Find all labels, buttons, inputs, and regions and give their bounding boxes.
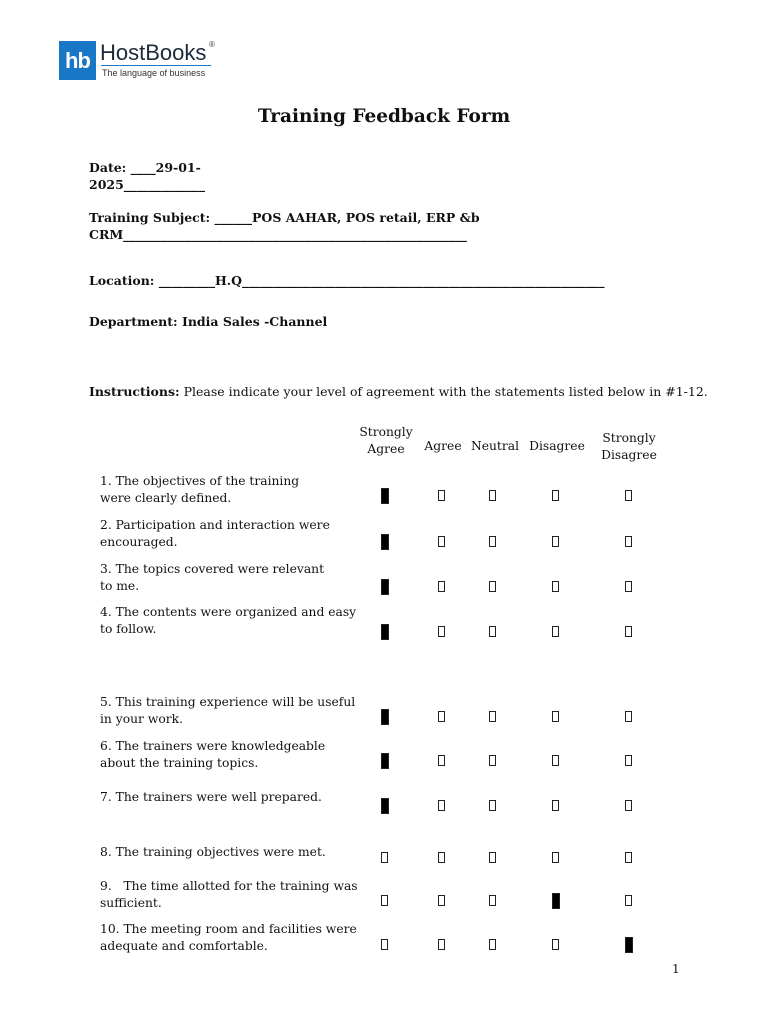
form-title: Training Feedback Form: [257, 106, 511, 127]
statement-2: 2. Participation and interaction were encouraged.: [100, 518, 330, 549]
rating-checkbox-1-5[interactable]: [625, 490, 632, 501]
rating-checkbox-8-5[interactable]: [625, 852, 632, 863]
rating-checkbox-3-4[interactable]: [552, 581, 559, 592]
rating-checkbox-7-4[interactable]: [552, 800, 559, 811]
department-field: Department: India Sales -Channel: [89, 314, 328, 329]
column-strongly-disagree: Strongly Disagree: [601, 431, 657, 462]
rating-checkbox-9-3[interactable]: [489, 895, 496, 906]
rating-checkbox-4-1[interactable]: [381, 624, 389, 640]
hostbooks-logo-mark: hb: [59, 41, 96, 80]
rating-checkbox-8-1[interactable]: [381, 852, 388, 863]
rating-checkbox-5-4[interactable]: [552, 711, 559, 722]
rating-checkbox-10-3[interactable]: [489, 939, 496, 950]
rating-checkbox-6-3[interactable]: [489, 755, 496, 766]
rating-checkbox-6-4[interactable]: [552, 755, 559, 766]
rating-checkbox-8-4[interactable]: [552, 852, 559, 863]
rating-checkbox-4-3[interactable]: [489, 626, 496, 637]
location-field: Location: _________H.Q__________________________________________________________: [89, 273, 605, 288]
rating-checkbox-8-3[interactable]: [489, 852, 496, 863]
rating-checkbox-1-1[interactable]: [381, 488, 389, 504]
hostbooks-logo-name: HostBooks: [100, 40, 207, 65]
rating-checkbox-8-2[interactable]: [438, 852, 445, 863]
rating-checkbox-2-1[interactable]: [381, 534, 389, 550]
training-subject-field: Training Subject: ______POS AAHAR, POS retail, ERP &b CRM_______________________________________________________: [89, 210, 480, 242]
rating-checkbox-6-1[interactable]: [381, 753, 389, 769]
rating-checkbox-2-5[interactable]: [625, 536, 632, 547]
rating-checkbox-3-5[interactable]: [625, 581, 632, 592]
rating-checkbox-5-3[interactable]: [489, 711, 496, 722]
statement-3: 3. The topics covered were relevant to me.: [100, 562, 325, 593]
column-neutral: Neutral: [470, 439, 520, 453]
rating-checkbox-5-5[interactable]: [625, 711, 632, 722]
statement-10: 10. The meeting room and facilities were adequate and comfortable.: [100, 922, 357, 953]
rating-checkbox-2-4[interactable]: [552, 536, 559, 547]
rating-checkbox-9-2[interactable]: [438, 895, 445, 906]
statement-8: 8. The training objectives were met.: [100, 845, 326, 859]
column-disagree: Disagree: [529, 439, 585, 453]
page-number: 1: [672, 962, 680, 976]
statement-1: 1. The objectives of the training were clearly defined.: [100, 474, 300, 505]
column-strongly-agree: Strongly Agree: [359, 425, 413, 456]
statement-6: 6. The trainers were knowledgeable about the training topics.: [100, 739, 326, 770]
rating-checkbox-3-1[interactable]: [381, 579, 389, 595]
hostbooks-tagline: The language of business: [102, 68, 206, 78]
rating-checkbox-10-2[interactable]: [438, 939, 445, 950]
rating-checkbox-10-5[interactable]: [625, 937, 633, 953]
logo-underline: [101, 65, 211, 66]
statement-7: 7. The trainers were well prepared.: [100, 790, 322, 804]
rating-checkbox-9-5[interactable]: [625, 895, 632, 906]
rating-checkbox-5-1[interactable]: [381, 709, 389, 725]
instructions: [89, 384, 708, 399]
rating-checkbox-4-4[interactable]: [552, 626, 559, 637]
rating-checkbox-1-3[interactable]: [489, 490, 496, 501]
rating-checkbox-4-5[interactable]: [625, 626, 632, 637]
registered-mark: ®: [209, 40, 215, 49]
rating-checkbox-9-1[interactable]: [381, 895, 388, 906]
statement-5: 5. This training experience will be useful in your work.: [100, 695, 356, 726]
rating-checkbox-9-4[interactable]: [552, 893, 560, 909]
statement-4: 4. The contents were organized and easy to follow.: [100, 605, 357, 636]
rating-checkbox-1-2[interactable]: [438, 490, 445, 501]
rating-checkbox-10-4[interactable]: [552, 939, 559, 950]
rating-checkbox-7-5[interactable]: [625, 800, 632, 811]
rating-checkbox-6-2[interactable]: [438, 755, 445, 766]
statement-9: 9. The time allotted for the training was sufficient.: [100, 879, 358, 910]
instructions-text: Please indicate your level of agreement with the statements listed below in #1-12.: [179, 384, 708, 399]
rating-checkbox-5-2[interactable]: [438, 711, 445, 722]
rating-checkbox-3-2[interactable]: [438, 581, 445, 592]
rating-checkbox-4-2[interactable]: [438, 626, 445, 637]
rating-checkbox-2-2[interactable]: [438, 536, 445, 547]
rating-checkbox-7-3[interactable]: [489, 800, 496, 811]
rating-checkbox-2-3[interactable]: [489, 536, 496, 547]
rating-checkbox-7-2[interactable]: [438, 800, 445, 811]
rating-checkbox-1-4[interactable]: [552, 490, 559, 501]
rating-checkbox-7-1[interactable]: [381, 798, 389, 814]
column-agree: Agree: [424, 439, 462, 453]
instructions-label: Instructions:: [89, 384, 180, 399]
rating-checkbox-3-3[interactable]: [489, 581, 496, 592]
rating-checkbox-6-5[interactable]: [625, 755, 632, 766]
rating-checkbox-10-1[interactable]: [381, 939, 388, 950]
date-field: Date: ____29-01- 2025_____________: [89, 160, 206, 192]
